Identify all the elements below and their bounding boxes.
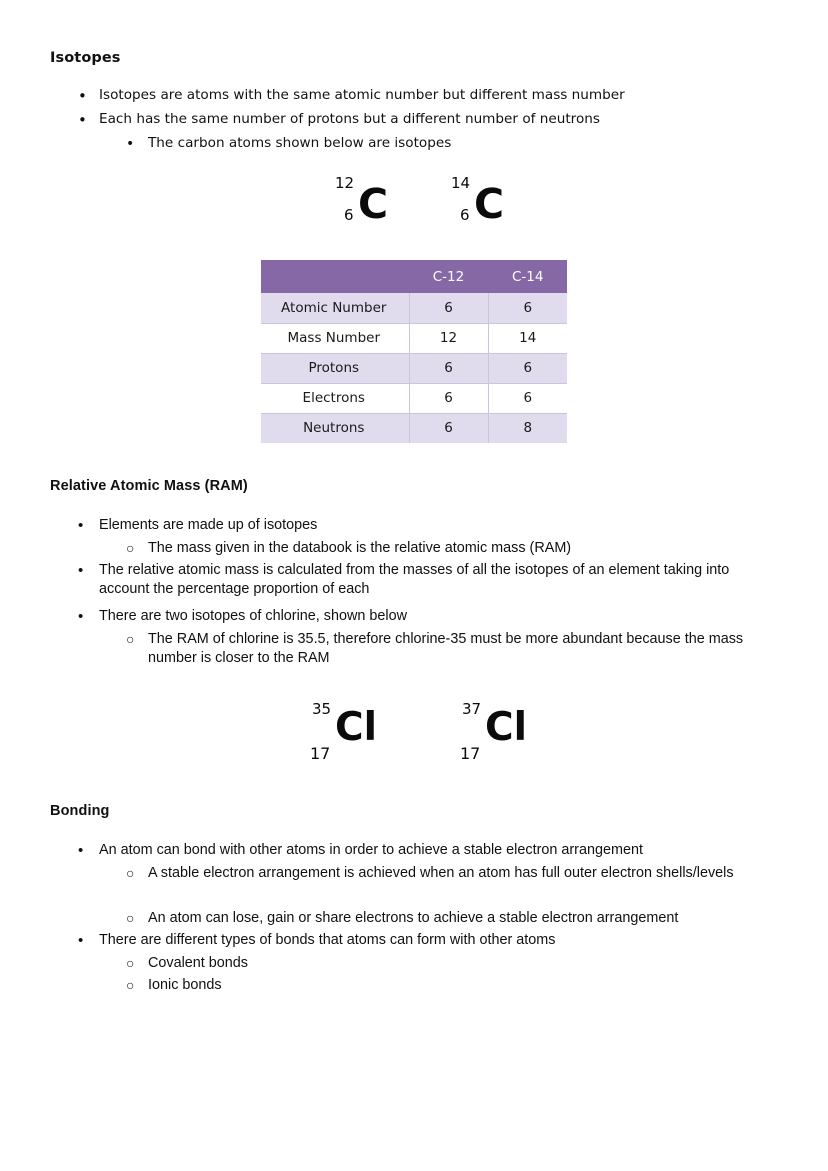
isotope-notation-carbon-14 — [448, 176, 518, 238]
row-value-c12: 6 — [409, 353, 488, 383]
mass-number: 12 — [335, 174, 355, 192]
list-item-text: An atom can bond with other atoms in order to achieve a stable electron arrangement — [99, 842, 643, 858]
isotope-notation-carbon-12 — [332, 176, 402, 238]
list-item-text: The carbon atoms shown below are isotopes — [148, 135, 452, 151]
list-item — [78, 931, 778, 951]
list-item — [78, 87, 778, 107]
atomic-number: 6 — [460, 206, 470, 224]
table-row — [261, 293, 567, 323]
bullet-marker: • — [78, 517, 84, 534]
table-row — [261, 413, 567, 443]
list-item-text: Ionic bonds — [148, 977, 222, 993]
bullet-marker: • — [78, 608, 84, 625]
table-row — [261, 383, 567, 413]
bullet-marker: • — [78, 842, 84, 859]
list-item — [126, 909, 806, 928]
isotope-notation-chlorine-37 — [460, 702, 540, 772]
bullet-marker: • — [126, 136, 135, 152]
row-value-c14: 14 — [488, 323, 567, 353]
row-label: Electrons — [261, 383, 409, 413]
element-symbol: C — [474, 180, 505, 228]
row-value-c14: 6 — [488, 293, 567, 323]
element-symbol: Cl — [485, 705, 527, 750]
list-item-text: Each has the same number of protons but a different number of neutrons — [99, 111, 600, 127]
list-item — [78, 841, 778, 861]
list-item — [126, 954, 726, 973]
list-item — [78, 111, 778, 131]
isotope-comparison-table — [261, 260, 567, 443]
row-value-c14: 6 — [488, 353, 567, 383]
element-symbol: C — [358, 180, 389, 228]
table-row — [261, 323, 567, 353]
list-item — [78, 516, 778, 536]
row-value-c12: 12 — [409, 323, 488, 353]
atomic-number: 17 — [310, 744, 331, 763]
bullet-marker: • — [78, 932, 84, 949]
list-item-text: Elements are made up of isotopes — [99, 517, 318, 533]
list-item — [78, 561, 778, 599]
mass-number: 35 — [312, 700, 332, 718]
row-value-c14: 6 — [488, 383, 567, 413]
bullet-marker: • — [78, 111, 87, 129]
list-item-text: The mass given in the databook is the relative atomic mass (RAM) — [148, 540, 572, 556]
heading-relative-atomic-mass: Relative Atomic Mass (RAM) — [50, 478, 248, 494]
bullet-marker: ○ — [126, 631, 135, 647]
table-header-c14: C-14 — [488, 260, 567, 293]
heading-bonding: Bonding — [50, 803, 110, 819]
row-label: Mass Number — [261, 323, 409, 353]
bullet-marker: ○ — [126, 910, 135, 926]
heading-isotopes: Isotopes — [50, 50, 121, 66]
bullet-marker: ○ — [126, 955, 135, 971]
list-item-text: There are two isotopes of chlorine, shown below — [99, 608, 407, 624]
row-value-c12: 6 — [409, 383, 488, 413]
list-item-text: There are different types of bonds that atoms can form with other atoms — [99, 932, 556, 948]
list-item — [126, 976, 726, 995]
bullet-marker: ○ — [126, 977, 135, 993]
list-item — [126, 539, 806, 558]
bullet-marker: • — [78, 562, 84, 579]
table-header-c12: C-12 — [409, 260, 488, 293]
list-item-text: Covalent bonds — [148, 955, 249, 971]
element-symbol: Cl — [335, 705, 377, 750]
list-item-text: The relative atomic mass is calculated from the masses of all the isotopes of an element taking into account the percentage proportion of each — [99, 562, 730, 598]
isotope-notation-chlorine-35 — [310, 702, 390, 772]
atomic-number: 17 — [460, 744, 481, 763]
list-item — [78, 607, 778, 627]
list-item — [126, 135, 786, 153]
bullet-marker: ○ — [126, 540, 135, 556]
row-label: Protons — [261, 353, 409, 383]
bullet-marker: ○ — [126, 865, 135, 881]
row-value-c12: 6 — [409, 293, 488, 323]
list-item — [126, 864, 751, 883]
row-value-c12: 6 — [409, 413, 488, 443]
list-item-text: Isotopes are atoms with the same atomic number but different mass number — [99, 87, 625, 103]
list-item — [126, 630, 774, 668]
list-item-text: An atom can lose, gain or share electrons to achieve a stable electron arrangement — [148, 910, 679, 926]
list-item-text: The RAM of chlorine is 35.5, therefore chlorine-35 must be more abundant because the mass number is closer to the RAM — [148, 631, 744, 667]
row-label: Atomic Number — [261, 293, 409, 323]
table-row — [261, 353, 567, 383]
table-header-row — [261, 260, 567, 293]
list-item-text: A stable electron arrangement is achieved when an atom has full outer electron shells/levels — [148, 865, 734, 881]
row-value-c14: 8 — [488, 413, 567, 443]
mass-number: 37 — [462, 700, 482, 718]
bullet-marker: • — [78, 87, 87, 105]
atomic-number: 6 — [344, 206, 354, 224]
table-header-blank — [261, 260, 409, 293]
mass-number: 14 — [451, 174, 471, 192]
row-label: Neutrons — [261, 413, 409, 443]
